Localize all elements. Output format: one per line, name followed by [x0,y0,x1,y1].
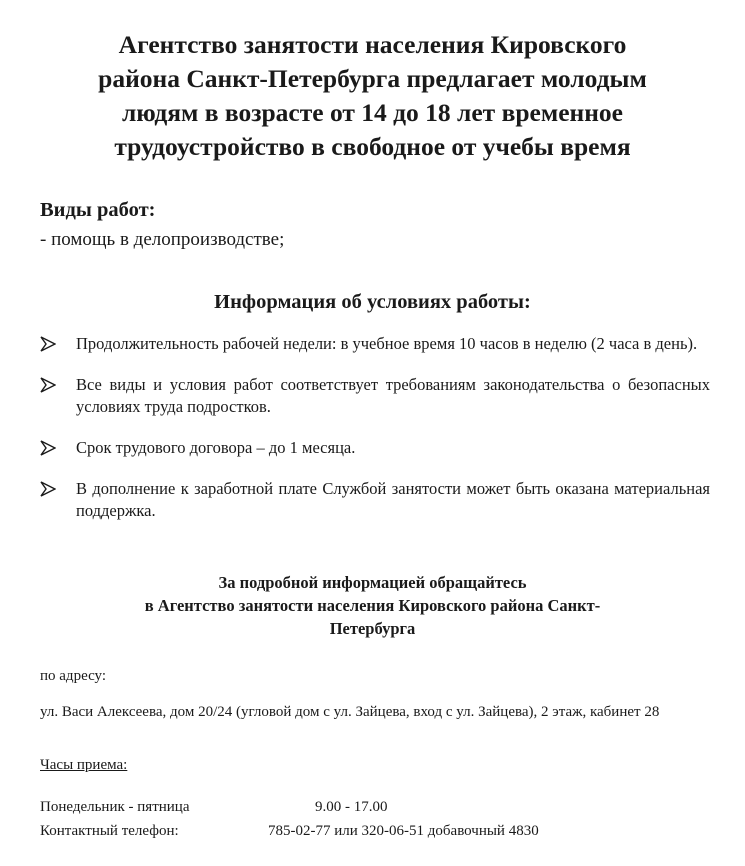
arrowhead-bullet-icon [40,481,56,497]
hours-label: Часы приема: [40,757,128,773]
arrowhead-bullet-icon [40,336,56,352]
contact-line: в Агентство занятости населения Кировского района Санкт- [144,596,601,615]
contact-line: Петербурга [329,619,416,638]
title-line: трудоустройство в свободное от учебы время [114,132,631,161]
condition-item [40,374,710,418]
arrowhead-bullet-icon [40,377,56,393]
condition-item [40,478,710,522]
phone-row [40,821,539,841]
conditions-list [40,333,710,541]
condition-text: Срок трудового договора – до 1 месяца. [76,438,356,457]
title-line: района Санкт-Петербурга предлагает молодым [98,64,647,93]
title-line: Агентство занятости населения Кировского [118,30,627,59]
phone-label: Контактный телефон: [40,823,179,839]
condition-item [40,333,710,355]
page-title [30,28,715,164]
work-types-heading: Виды работ: [40,199,156,221]
conditions-heading: Информация об условиях работы: [214,291,531,313]
condition-text: Продолжительность рабочей недели: в учебное время 10 часов в неделю (2 часа в день). [76,334,698,353]
hours-days: Понедельник - пятница [40,799,190,815]
title-line: людям в возрасте от 14 до 18 лет временное [121,98,623,127]
condition-text: Все виды и условия работ соответствует требованиям законодательства о безопасных условиях труда подростков. [76,375,710,416]
work-type-item: - помощь в делопроизводстве; [40,229,285,250]
address-text: ул. Васи Алексеева, дом 20/24 (угловой дом с ул. Зайцева, вход с ул. Зайцева), 2 этаж, кабинет 28 [40,704,660,720]
hours-time: 9.00 - 17.00 [315,799,388,815]
condition-item [40,437,710,459]
contact-info-block [80,571,665,640]
arrowhead-bullet-icon [40,440,56,456]
phone-number: 785-02-77 или 320-06-51 добавочный 4830 [268,823,539,839]
condition-text: В дополнение к заработной плате Службой занятости может быть оказана материальная поддержка. [76,479,710,520]
hours-row [40,797,388,817]
contact-line: За подробной информацией обращайтесь [218,573,527,592]
address-label: по адресу: [40,668,107,684]
